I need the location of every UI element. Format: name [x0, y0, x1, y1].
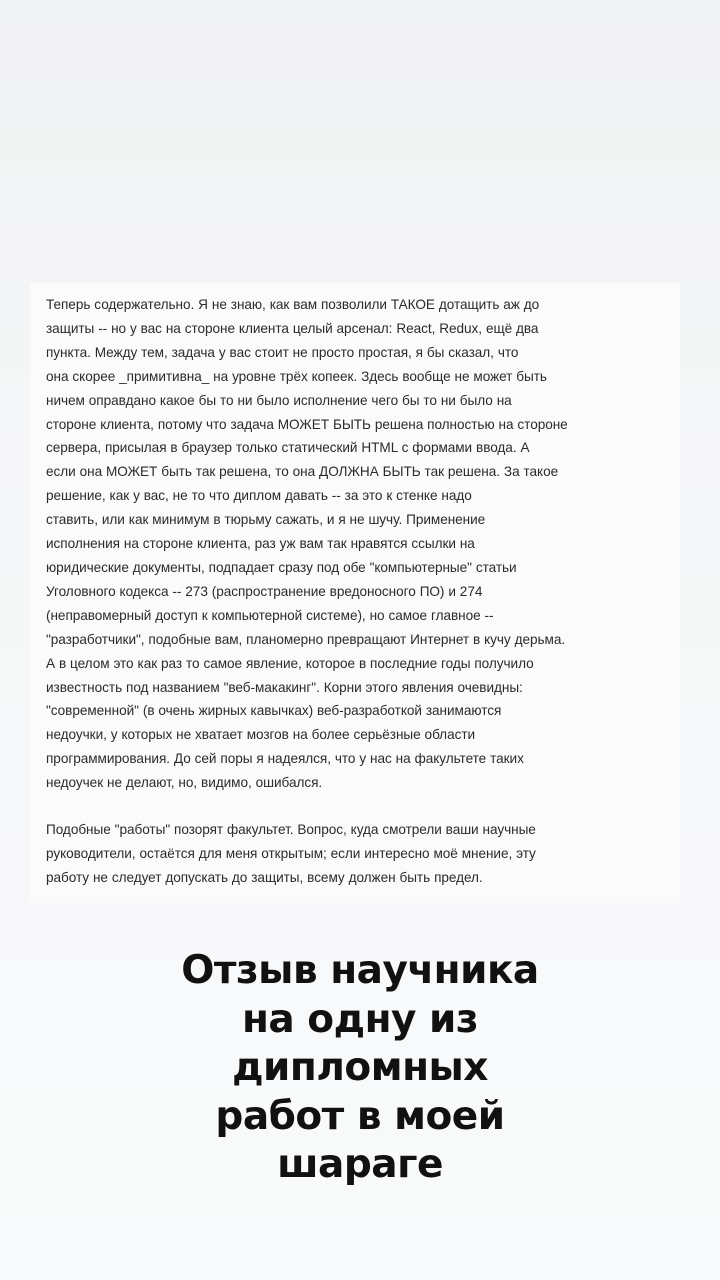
review-screenshot [30, 283, 680, 903]
caption-line-2: на одну из [241, 996, 479, 1042]
caption-line-5: шараге [277, 1142, 443, 1187]
review-paragraph: Теперь содержательно. Я не знаю, как вам позволили ТАКОЕ дотащить аж до защиты -- но у вас на стороне клиента целый арсенал: React, Redux, ещё два пункта. Между тем, задача у вас стоит не просто простая, я бы сказал, что она скорее _примитивна_ на уровне трёх копеек. Здесь вообще не может быть ничем оправдано какое бы то ни было исполнение чего бы то ни было на стороне клиента, потому что задача МОЖЕТ БЫТЬ решена полностью на стороне сервера, присылая в браузер только статический HTML с формами ввода. А если она МОЖЕТ быть так решена, то она ДОЛЖНА БЫТЬ так решена. За такое решение, как у вас, не то что диплом давать -- за это к стенке надо ставить, или как минимум в тюрьму сажать, и я не шучу. Применение исполнения на стороне клиента, раз уж вам так нравятся ссылки на юридические документы, подпадает сразу под обе "компьютерные" статьи Уголовного кодекса -- 273 (распространение вредоносного ПО) и 274 (неправомерный доступ к компьютерной системе), но самое главное -- "разработчики", подобные вам, планомерно превращают Интернет в кучу дерьма. А в целом это как раз то самое явление, которое в последние годы получило известность под названием "веб-макакинг". Корни этого явления очевидны: "современной" (в очень жирных кавычках) веб-разработкой занимаются недоучки, у которых не хватает мозгов на более серьёзные области программирования. До сей поры я надеялся, что у нас на факультете таких недоучек не делают, но, видимо, ошибался. [46, 297, 568, 791]
story-caption [110, 947, 610, 1190]
caption-line-1: Отзыв научника [181, 948, 539, 993]
caption-line-3: дипломных [232, 1045, 488, 1090]
review-conclusion-paragraph: Подобные "работы" позорят факультет. Вопрос, куда смотрели ваши научные руководители, остаётся для меня открытым; если интересно моё мнение, эту работу не следует допускать до защиты, всему должен быть предел. [46, 822, 536, 885]
caption-line-4: работ в моей [215, 1093, 505, 1139]
